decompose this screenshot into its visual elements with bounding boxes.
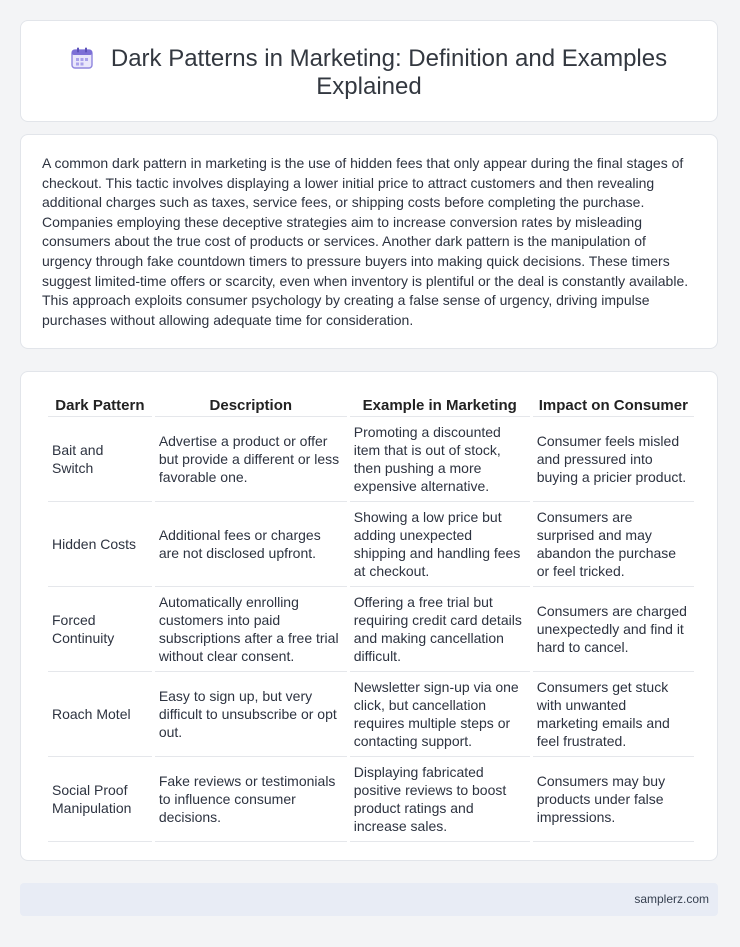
page-title: Dark Patterns in Marketing: Definition and Examples Explained: [110, 45, 668, 100]
cell-impact: Consumers may buy products under false impressions.: [533, 757, 694, 842]
cell-description: Advertise a product or offer but provide a different or less favorable one.: [155, 417, 347, 502]
cell-pattern: Forced Continuity: [48, 587, 152, 672]
cell-example: Promoting a discounted item that is out of stock, then pushing a more expensive alternative.: [350, 417, 530, 502]
column-header: Dark Pattern: [48, 392, 152, 417]
cell-description: Automatically enrolling customers into paid subscriptions after a free trial without clear consent.: [155, 587, 347, 672]
cell-pattern: Bait and Switch: [48, 417, 152, 502]
cell-description: Additional fees or charges are not disclosed upfront.: [155, 502, 347, 587]
table-row: [48, 502, 694, 587]
cell-example: Newsletter sign-up via one click, but cancellation requires multiple steps or contacting support.: [350, 672, 530, 757]
cell-impact: Consumers get stuck with unwanted marketing emails and feel frustrated.: [533, 672, 694, 757]
cell-example: Displaying fabricated positive reviews to boost product ratings and increase sales.: [350, 757, 530, 842]
cell-description: Fake reviews or testimonials to influence consumer decisions.: [155, 757, 347, 842]
table-row: [48, 672, 694, 757]
cell-pattern: Social Proof Manipulation: [48, 757, 152, 842]
cell-impact: Consumer feels misled and pressured into buying a pricier product.: [533, 417, 694, 502]
table-row: [48, 757, 694, 842]
cell-pattern: Roach Motel: [48, 672, 152, 757]
title-card: [20, 20, 718, 122]
column-header: Example in Marketing: [350, 392, 530, 417]
table-row: [48, 587, 694, 672]
table-header-row: [48, 392, 694, 417]
page-title-wrap: [21, 45, 717, 101]
cell-description: Easy to sign up, but very difficult to unsubscribe or opt out.: [155, 672, 347, 757]
cell-impact: Consumers are charged unexpectedly and find it hard to cancel.: [533, 587, 694, 672]
calendar-icon: [71, 47, 93, 69]
cell-impact: Consumers are surprised and may abandon the purchase or feel tricked.: [533, 502, 694, 587]
table-card: [20, 371, 718, 861]
dark-patterns-table: [45, 392, 697, 842]
cell-example: Showing a low price but adding unexpected shipping and handling fees at checkout.: [350, 502, 530, 587]
footer-site-link[interactable]: samplerz.com: [634, 892, 709, 906]
cell-pattern: Hidden Costs: [48, 502, 152, 587]
column-header: Description: [155, 392, 347, 417]
footer-bar: [20, 883, 718, 916]
column-header: Impact on Consumer: [533, 392, 694, 417]
table-row: [48, 417, 694, 502]
cell-example: Offering a free trial but requiring credit card details and making cancellation difficult.: [350, 587, 530, 672]
intro-card: [20, 134, 718, 349]
intro-paragraph: A common dark pattern in marketing is the use of hidden fees that only appear during the final stages of checkout. This tactic involves displaying a lower initial price to attract customers and then revealing additional charges such as taxes, service fees, or shipping costs before completing the purchase. Companies employing these deceptive strategies aim to increase conversion rates by misleading consumers about the true cost of products or services. Another dark pattern is the manipulation of urgency through fake countdown timers to pressure buyers into making quick decisions. These timers suggest limited-time offers or scarcity, even when inventory is plentiful or the deal is constantly available. This approach exploits consumer psychology by creating a false sense of urgency, driving impulse purchases without allowing adequate time for consideration.: [42, 155, 689, 328]
